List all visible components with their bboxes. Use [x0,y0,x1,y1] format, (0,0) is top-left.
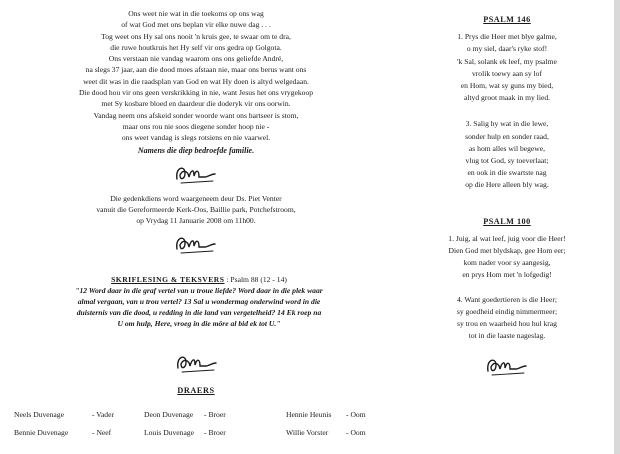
service-line: Die gedenkdiens word waargeneem deur Ds. Piet Venter [110,193,282,203]
bearer-name: Neels Duvenage [14,409,64,419]
bearer-name: Deon Duvenage [144,409,194,419]
memorial-line: maar ons rou nie soos diegene sonder hoop nie - [122,121,270,131]
memorial-line: ons weet vandag is slegs rotsiens en nie vaarwel. [121,133,271,143]
psalm-line: en prys Hom met 'n lofgedig! [462,270,552,280]
psalm-line: tot in die laaste nageslag. [468,331,546,341]
psalm-line: op die Here alleen bly wag. [465,180,549,190]
signature-flourish-icon [171,159,221,189]
memorial-line: weet dit was in die raadsplan van God en wat Hy doen is altyd welgedaan. [83,76,309,86]
bearer-relation: - Neef [92,427,112,437]
memorial-line: of wat God met ons beplan vir elke nuwe dag . . . [121,20,271,30]
service-line: op Vrydag 11 Januarie 2008 om 11h00. [136,216,256,226]
bearer-name: Hennie Heunis [286,409,332,419]
reading-heading [14,274,384,285]
psalm-line: vlug tot God, sy toeverlaat; [465,156,549,166]
psalm-line: vrolik toewy aan sy lof [471,68,543,78]
memorial-line: Tog weet ons Hy sal ons nooit 'n kruis gee, te swaar om te dra, [101,31,291,41]
bearer-relation: - Broer [204,409,226,419]
memorial-line: na slegs 37 jaar, aan die dood moes afstaan nie, maar ons berus want ons [85,65,307,75]
psalm-line: en Hom, wat sy guns my bied, [460,81,554,91]
memorial-line: Ons weet nie wat in die toekoms op ons wag [128,9,264,18]
bearer-relation: - Oom [346,409,366,419]
psalm-line: o my siel, daar's ryke stof! [466,44,548,54]
service-line: vanuit die Gereformeerde Kerk-Oos, Baillie park, Potchefstroom, [96,205,296,215]
bearers-title: DRAERS [177,386,215,395]
psalm-line: Dien God met blydskap, gee Hom eer; [448,246,566,256]
verse-line: almal vergaan, van u trou vertel? 13 Sal u wondermag onderwind word in die [77,297,321,306]
signature-flourish-icon [482,351,532,381]
psalm-100-stanza-1 [400,233,614,282]
memorial-line: met Sy kosbare bloed en daardeur die doderyk vir ons oorwin. [101,99,291,109]
right-column [400,14,614,381]
service-details [0,193,392,227]
psalm-146-title: PSALM 146 [483,15,531,24]
psalm-line: 3. Salig hy wat in die lewe, [465,119,549,129]
psalm-100-stanza-4 [400,294,614,343]
psalm-line: altyd groot maak in my lied. [463,93,551,103]
psalm-line: en ook in die swartste nag [467,168,547,178]
psalm-line: 1. Prys die Heer met blye galme, [457,32,557,42]
psalm-line: 4. Want goedertieren is die Heer; [456,294,558,304]
reading-reference: : Psalm 88 (12 - 14) [226,275,287,284]
bearers-table [14,405,366,441]
psalm-146-stanza-3 [400,118,614,191]
psalm-100-title: PSALM 100 [483,216,531,226]
memorial-line: Ons verstaan nie vandag waarom ons ons geliefde André, [108,54,284,64]
memorial-text [0,8,392,144]
left-column [0,8,392,259]
bearer-relation: - Broer [204,427,226,437]
psalm-line: as hom alles wil begewe, [468,143,546,153]
verse-line: "12 Word daar in die graf vertel van u troue liefde? Word daar in die plek waar [75,286,323,295]
psalm-line: 'k Sal, solank ek leef, my psalme [457,56,557,66]
signature-flourish-icon [172,348,222,378]
scripture-reading [14,274,384,329]
psalm-146-stanza-1 [400,31,614,104]
bearer-name: Louis Duvenage [144,427,194,437]
memorial-line: Vandag neem ons afskeid sonder woorde want ons hartseer is stom, [93,110,299,120]
psalm-line: kom nader voor sy aangesig, [463,258,551,268]
page-edge [614,0,620,454]
verse-line: U om hulp, Here, vroeg in die môre al bid ek tot U." [117,319,281,328]
memorial-line: Die dood hou vir ons geen verskrikking in nie, want Jesus het ons vrygekoop [78,88,314,98]
verse-line: duisternis van die dood, u redding in die land van vergetelheid? 14 Ek roep na [76,308,322,317]
psalm-line: sonder hulp en sonder raad, [465,131,549,141]
family-signoff: Namens die diep bedroefde familie. [137,145,255,155]
bearer-name: Bennie Duvenage [14,427,69,437]
bearer-name: Willie Vorster [286,427,329,437]
reading-verse [14,285,384,329]
psalm-line: 1. Juig, al wat leef, juig voor die Heer! [448,233,566,243]
table-row [14,405,366,423]
bearer-relation: - Oom [346,427,366,437]
reading-title: SKRIFLESING & TEKSVERS [111,275,225,284]
psalm-line: sy goedheid eindig nimmermeer; [456,306,558,316]
table-row [14,423,366,441]
signature-flourish-icon [171,229,221,259]
memorial-line: die ruwe houtkruis het Hy self vir ons gedra op Golgota. [110,42,282,52]
bearer-relation: - Vader [92,409,115,419]
psalm-line: sy trou en waarheid hou hul krag [457,319,557,329]
